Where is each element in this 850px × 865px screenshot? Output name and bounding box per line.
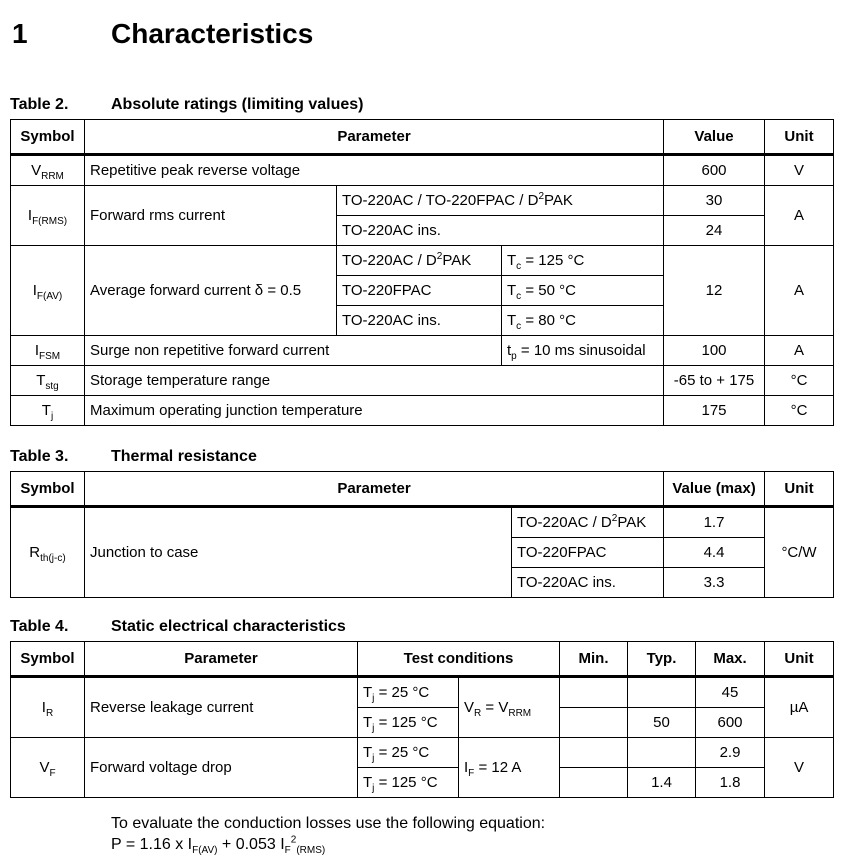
unit-cell: µA [765, 677, 834, 738]
value-cell: 1.7 [664, 507, 765, 538]
conduction-loss-equation: P = 1.16 x $I_{F(AV)} + 0.053$ $I_F^2_{(RMS)}$ [111, 834, 326, 857]
temperature-cell: $T_j = 25$ °C [358, 677, 459, 708]
condition-cell: TO-220AC / TO-220FPAC / $D^2PAK$ [337, 186, 664, 216]
header-value: Value (max) [664, 472, 765, 507]
condition-cell: $T_c = 125$ °C [502, 246, 664, 276]
min-cell [560, 738, 628, 768]
table2-header-row [11, 120, 834, 155]
parameter-cell: Surge non repetitive forward current [85, 336, 502, 366]
unit-cell: °C/W [765, 507, 834, 598]
header-value: Value [664, 120, 765, 155]
parameter-cell: Forward voltage drop [85, 738, 358, 798]
max-cell: 1.8 [696, 768, 765, 798]
value-cell: 600 [664, 155, 765, 186]
condition-cell: $I_F = 12$ A [459, 738, 560, 798]
parameter-cell: Forward rms current [85, 186, 337, 246]
symbol-cell: $I_R$ [11, 677, 85, 738]
value-cell: 4.4 [664, 538, 765, 568]
symbol-cell: $I_{F(RMS)}$ [11, 186, 85, 246]
condition-cell: $T_c = 80$ °C [502, 306, 664, 336]
value-cell: -65 to + 175 [664, 366, 765, 396]
typ-cell [628, 677, 696, 708]
header-unit: Unit [765, 120, 834, 155]
value-cell: 3.3 [664, 568, 765, 598]
typ-cell: 50 [628, 708, 696, 738]
parameter-cell: Maximum operating junction temperature [85, 396, 664, 426]
header-min: Min. [560, 642, 628, 677]
table2-title: Absolute ratings (limiting values) [111, 96, 364, 113]
unit-cell: A [765, 336, 834, 366]
unit-cell: V [765, 738, 834, 798]
table-row [11, 246, 834, 276]
section-number: 1 [12, 18, 28, 49]
table3-caption [10, 448, 610, 468]
table-row [11, 396, 834, 426]
table-row [11, 507, 834, 538]
unit-cell: A [765, 186, 834, 246]
header-parameter: Parameter [85, 472, 664, 507]
typ-cell: 1.4 [628, 768, 696, 798]
min-cell [560, 677, 628, 708]
package-cell: TO-220FPAC [337, 276, 502, 306]
header-symbol: Symbol [11, 120, 85, 155]
table-row [11, 738, 834, 768]
unit-cell: V [765, 155, 834, 186]
table-row [11, 366, 834, 396]
table-row [11, 336, 834, 366]
table4-caption [10, 618, 610, 638]
symbol-cell: $V_{RRM}$ [11, 155, 85, 186]
table-row [11, 155, 834, 186]
symbol-cell: $T_j$ [11, 396, 85, 426]
package-cell: TO-220FPAC [512, 538, 664, 568]
parameter-cell: Average forward current δ = 0.5 [85, 246, 337, 336]
header-symbol: Symbol [11, 642, 85, 677]
table2-caption [10, 96, 610, 116]
parameter-cell: Storage temperature range [85, 366, 664, 396]
value-cell: 175 [664, 396, 765, 426]
table3-number: Table 3. [10, 448, 69, 465]
value-cell: 12 [664, 246, 765, 336]
conduction-loss-note: To evaluate the conduction losses use the following equation: [111, 815, 546, 832]
max-cell: 2.9 [696, 738, 765, 768]
temperature-cell: $T_j = 125$ °C [358, 708, 459, 738]
condition-cell: $t_p = 10$ ms sinusoidal [502, 336, 664, 366]
table-row [11, 186, 834, 216]
symbol-cell: $I_{F(AV)}$ [11, 246, 85, 336]
table4-header-row [11, 642, 834, 677]
table4-title: Static electrical characteristics [111, 618, 346, 635]
table-row [11, 677, 834, 708]
symbol-cell: $T_{stg}$ [11, 366, 85, 396]
package-cell: $TO-220AC / D^2PAK$ [512, 507, 664, 538]
table3 [10, 471, 834, 598]
table3-header-row [11, 472, 834, 507]
table2 [10, 119, 834, 426]
header-unit: Unit [765, 642, 834, 677]
symbol-cell: $R_{th(j-c)}$ [11, 507, 85, 598]
package-cell: TO-220AC ins. [512, 568, 664, 598]
table2-number: Table 2. [10, 96, 69, 113]
value-cell: 30 [664, 186, 765, 216]
header-max: Max. [696, 642, 765, 677]
table3-title: Thermal resistance [111, 448, 257, 465]
header-parameter: Parameter [85, 642, 358, 677]
max-cell: 600 [696, 708, 765, 738]
parameter-cell: Junction to case [85, 507, 512, 598]
value-cell: 100 [664, 336, 765, 366]
unit-cell: °C [765, 396, 834, 426]
header-unit: Unit [765, 472, 834, 507]
condition-cell: $V_R = V_{RRM}$ [459, 677, 560, 738]
typ-cell [628, 738, 696, 768]
table4-number: Table 4. [10, 618, 69, 635]
parameter-cell: Repetitive peak reverse voltage [85, 155, 664, 186]
temperature-cell: $T_j = 125$ °C [358, 768, 459, 798]
temperature-cell: $T_j = 25$ °C [358, 738, 459, 768]
header-parameter: Parameter [85, 120, 664, 155]
value-cell: 24 [664, 216, 765, 246]
condition-cell: TO-220AC ins. [337, 216, 664, 246]
min-cell [560, 768, 628, 798]
max-cell: 45 [696, 677, 765, 708]
header-test-conditions: Test conditions [358, 642, 560, 677]
min-cell [560, 708, 628, 738]
package-cell: $TO-220AC / D^2PAK$ [337, 246, 502, 276]
package-cell: TO-220AC ins. [337, 306, 502, 336]
header-symbol: Symbol [11, 472, 85, 507]
symbol-cell: $I_{FSM}$ [11, 336, 85, 366]
parameter-cell: Reverse leakage current [85, 677, 358, 738]
symbol-cell: $V_F$ [11, 738, 85, 798]
table4 [10, 641, 834, 798]
header-typ: Typ. [628, 642, 696, 677]
section-title: Characteristics [111, 18, 314, 49]
unit-cell: A [765, 246, 834, 336]
unit-cell: °C [765, 366, 834, 396]
condition-cell: $T_c = 50$ °C [502, 276, 664, 306]
